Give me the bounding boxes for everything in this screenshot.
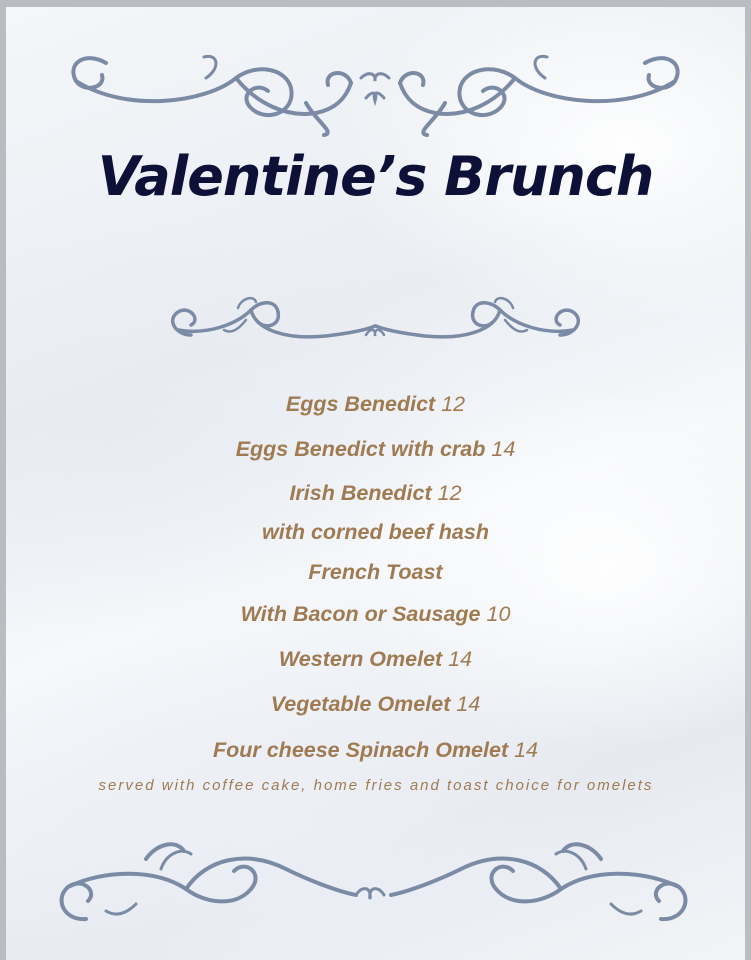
menu-item — [6, 646, 745, 672]
menu-item-name: With Bacon or Sausage — [240, 602, 481, 626]
page-title: Valentine’s Brunch — [97, 145, 654, 208]
menu-item-price: 14 — [491, 437, 516, 461]
menu-item-name: French Toast — [308, 560, 443, 584]
menu-item — [6, 601, 745, 627]
menu-item-name: Irish Benedict — [289, 481, 432, 505]
middle-flourish-ornament — [6, 290, 745, 350]
menu-item-price: 14 — [514, 738, 539, 762]
menu-item-name: Vegetable Omelet — [270, 692, 451, 716]
menu-item-name: with corned beef hash — [262, 520, 489, 544]
menu-item — [6, 436, 745, 462]
menu-footnote: served with coffee cake, home fries and toast choice for omelets — [98, 777, 654, 794]
menu-item-price: 12 — [437, 481, 462, 505]
menu-item-price: 12 — [441, 392, 466, 416]
menu-item-price: 14 — [448, 647, 473, 671]
menu-item — [6, 737, 745, 763]
menu-item-name: Eggs Benedict with crab — [235, 437, 486, 461]
top-flourish-ornament — [6, 43, 745, 138]
menu-item — [6, 480, 745, 506]
menu-item-name: Eggs Benedict — [285, 392, 436, 416]
menu-page — [6, 7, 745, 960]
menu-item — [6, 559, 745, 585]
menu-item — [6, 519, 745, 545]
menu-item — [6, 691, 745, 717]
menu-item-name: Four cheese Spinach Omelet — [212, 738, 509, 762]
menu-item-name: Western Omelet — [278, 647, 443, 671]
menu-item — [6, 391, 745, 417]
menu-item-price: 10 — [486, 602, 511, 626]
bottom-flourish-ornament — [6, 829, 745, 929]
menu-item-price: 14 — [456, 692, 481, 716]
